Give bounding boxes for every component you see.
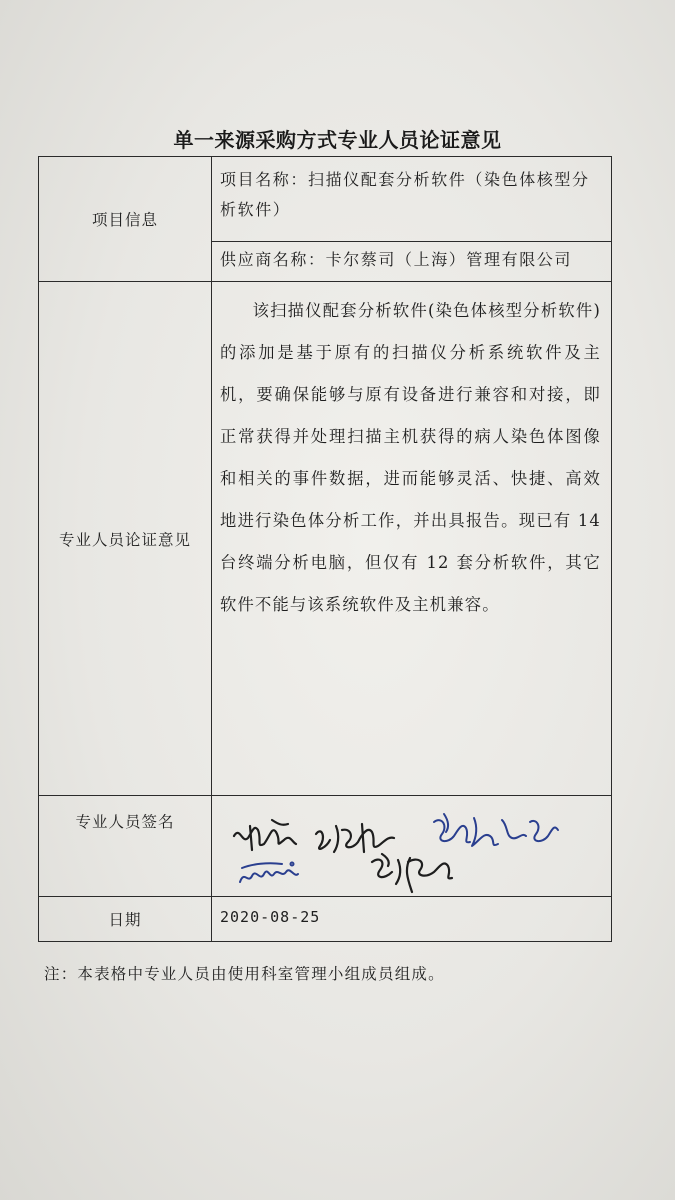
signature-label: 专业人员签名	[75, 813, 175, 831]
signature-black-2	[316, 824, 394, 852]
date-row	[39, 897, 612, 942]
signature-row	[39, 796, 612, 897]
signature-cell	[212, 796, 612, 897]
date-value: 2020-08-25	[220, 908, 321, 926]
signature-blue-2	[240, 863, 298, 883]
date-cell	[212, 897, 612, 942]
project-name-cell	[212, 157, 612, 242]
signature-black-3	[372, 854, 452, 892]
project-name-text: 项目名称：扫描仪配套分析软件（染色体核型分析软件）	[220, 170, 590, 219]
form-table	[38, 156, 612, 942]
project-info-row	[39, 157, 612, 242]
project-info-label: 项目信息	[39, 157, 212, 282]
footnote: 注：本表格中专业人员由使用科室管理小组成员组成。	[44, 965, 445, 983]
date-label: 日期	[39, 897, 212, 942]
signature-label-cell	[39, 796, 212, 897]
signature-blue-1	[434, 814, 558, 846]
supplier-name-cell	[212, 242, 612, 282]
opinion-label: 专业人员论证意见	[39, 282, 212, 796]
supplier-name-text: 供应商名称：卡尔蔡司（上海）管理有限公司	[220, 250, 573, 269]
opinion-row	[39, 282, 612, 796]
opinion-cell	[212, 282, 612, 796]
signature-black-1	[234, 820, 296, 850]
document-title: 单一来源采购方式专业人员论证意见	[173, 128, 502, 152]
opinion-text: 该扫描仪配套分析软件(染色体核型分析软件)的添加是基于原有的扫描仪分析系统软件及主机，要确保能够与原有设备进行兼容和对接，即正常获得并处理扫描主机获得的病人染色体图像和相关的事件数据，进而能够灵活、快捷、高效地进行染色体分析工作，并出具报告。现已有 14 台终端分析电脑，但仅有 12 套分析软件，其它软件不能与该系统软件及主机兼容。	[220, 301, 601, 614]
handwritten-signatures	[212, 796, 612, 896]
